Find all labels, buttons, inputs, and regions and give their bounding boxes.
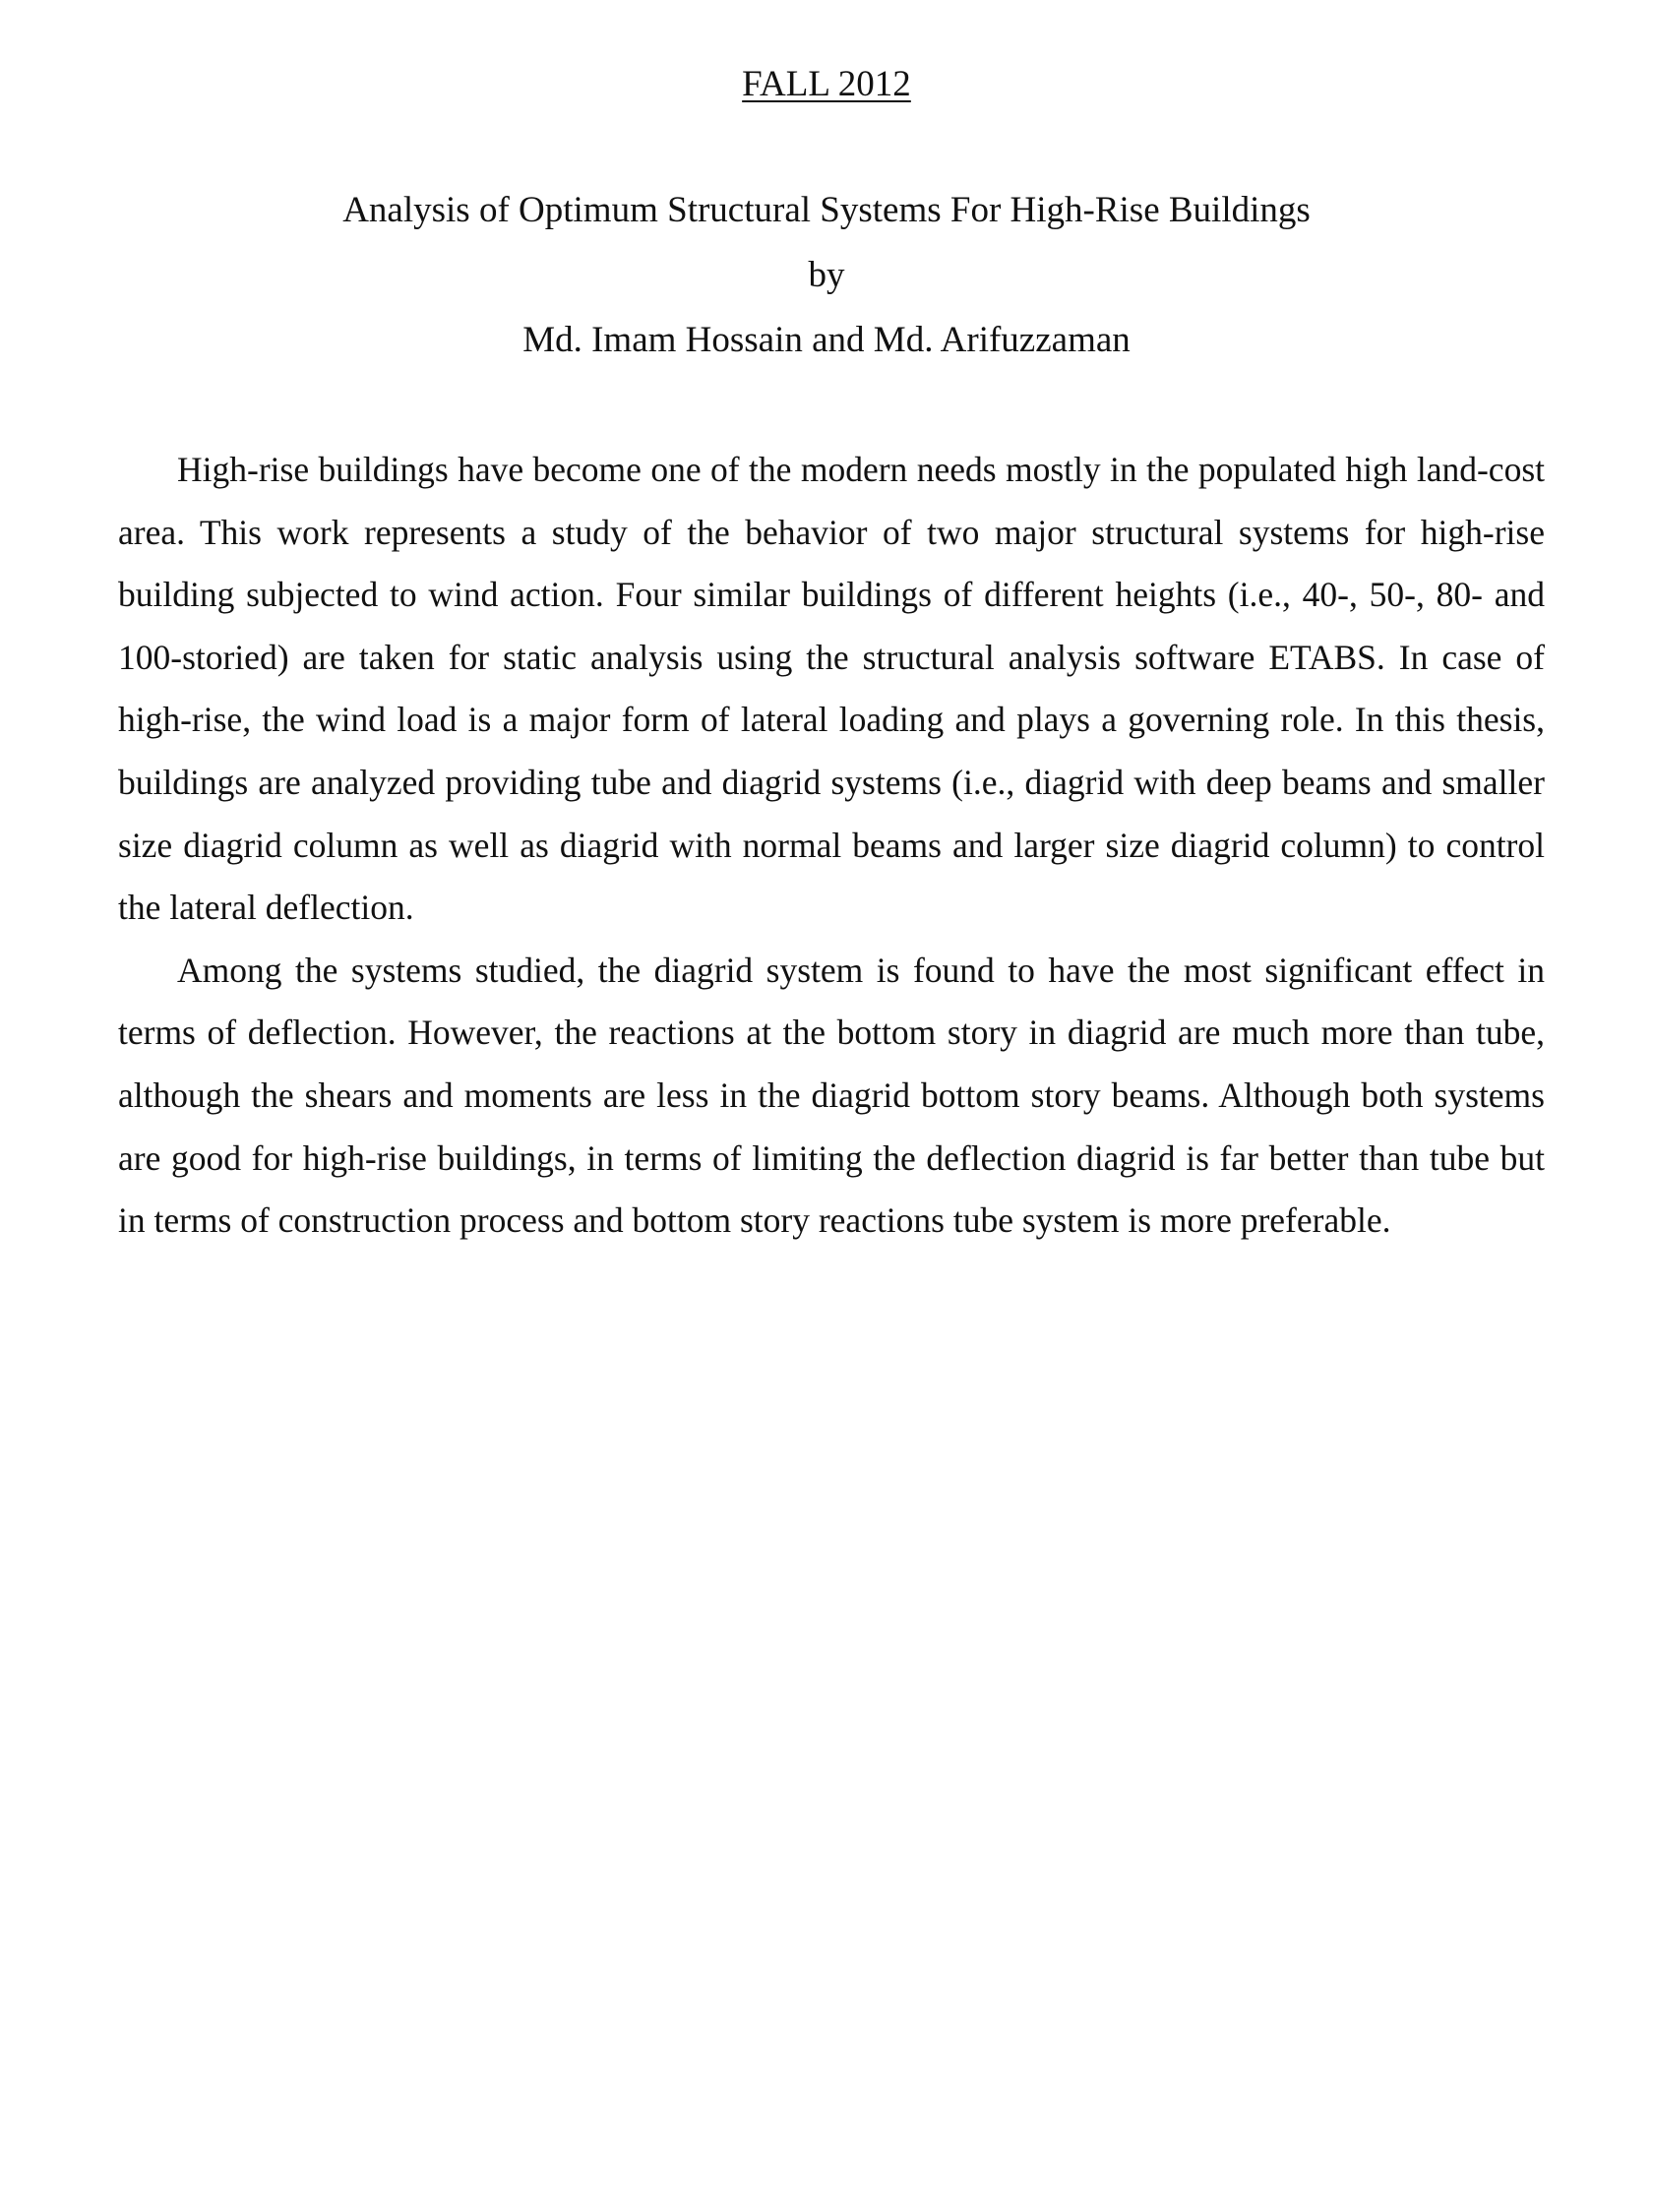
abstract-paragraph-2: Among the systems studied, the diagrid system is found to have the most significant effect in terms of deflection. However, the reactions at the bottom story in diagrid are much more than tube, although the shears and moments are less in the diagrid bottom story beams. Although both systems are good for high-rise buildings, in terms of limiting the deflection diagrid is far better than tube but in terms of construction process and bottom story reactions tube system is more preferable. <box>118 950 1545 1241</box>
document-title: Analysis of Optimum Structural Systems For High-Rise Buildings <box>342 190 1311 230</box>
abstract-paragraph-1: High-rise buildings have become one of the modern needs mostly in the populated high land-cost area. This work represents a study of the behavior of two major structural systems for high-rise building subjected to wind action. Four similar buildings of different heights (i.e., 40-, 50-, 80- and 100-storied) are taken for static analysis using the structural analysis software ETABS. In case of high-rise, the wind load is a major form of lateral loading and plays a governing role. In this thesis, buildings are analyzed providing tube and diagrid systems (i.e., diagrid with deep beams and smaller size diagrid column as well as diagrid with normal beams and larger size diagrid column) to control the lateral deflection. <box>118 450 1545 928</box>
byline-label: by <box>808 255 845 295</box>
abstract-body <box>118 439 1545 1253</box>
authors: Md. Imam Hossain and Md. Arifuzzaman <box>522 320 1131 360</box>
term-heading: FALL 2012 <box>742 64 911 104</box>
